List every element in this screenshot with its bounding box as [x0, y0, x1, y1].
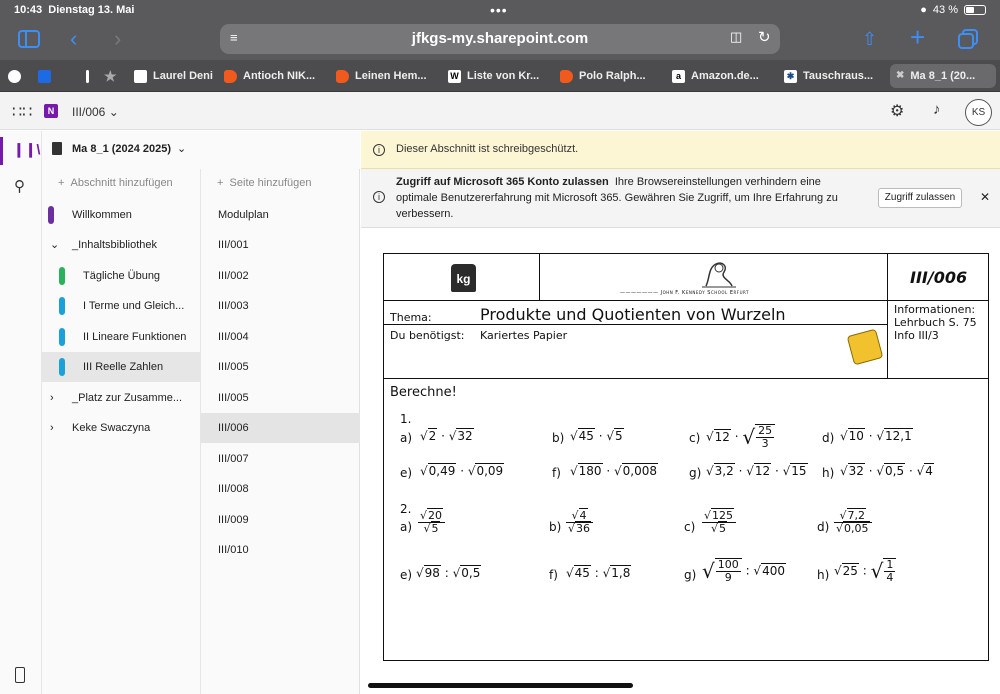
expr-g: √3,2 · √12 · √15 [706, 464, 807, 478]
play-icon [560, 70, 573, 83]
battery-percent: 43 % [932, 4, 958, 16]
need-text: Kariertes Papier [480, 329, 568, 342]
tab-pinned-2[interactable] [38, 64, 51, 88]
reload-icon[interactable]: ↻ [758, 29, 771, 46]
thema-title: Produkte und Quotienten von Wurzeln [480, 305, 786, 324]
trello-icon [38, 70, 51, 83]
notifications-icon[interactable]: ♪ [933, 101, 941, 118]
worksheet [383, 253, 989, 661]
kg-logo: kg [451, 264, 476, 292]
amazon-icon: a [672, 70, 685, 83]
section-group-inhaltsbibliothek[interactable]: ⌄ _Inhaltsbibliothek [42, 230, 201, 260]
worksheet-code: III/006 [910, 268, 968, 287]
site-icon [134, 70, 147, 83]
chevron-down-icon[interactable]: ⌄ [50, 239, 60, 251]
sidebar-toggle-icon[interactable] [18, 20, 40, 60]
address-bar[interactable] [220, 24, 780, 54]
info-icon: i [373, 144, 385, 156]
back-icon[interactable]: ‹ [70, 26, 78, 51]
page-menu-icon[interactable]: ≡ [230, 30, 238, 45]
expr-b2: $\frac{√4}{√36}$ [566, 510, 593, 535]
tab-bar [0, 60, 1000, 92]
asterisk-icon: ✱ [784, 70, 797, 83]
expr-a: √2 · √32 [420, 429, 473, 443]
expr-e2: √98 : √0,5 [416, 566, 481, 580]
page-item[interactable]: III/005 [218, 392, 249, 404]
school-name: ——————— John F. Kennedy School Erfurt [620, 290, 749, 296]
access-message: Zugriff auf Microsoft 365 Konto zulassen Ihre Browsereinstellungen verhindern eine optimale Benutzererfahrung mit Microsoft 365. Gewähren Sie Zugriff, um Ihre Erfahrung zu verbessern. [396, 176, 838, 220]
status-right [920, 4, 986, 16]
notebook-header[interactable] [42, 131, 360, 169]
sections-pane [42, 169, 201, 694]
bookmark-star-icon[interactable]: ★ [104, 68, 117, 84]
expr-d2: $\frac{√7,2}{√0,05}$ [834, 510, 872, 535]
page-item[interactable]: III/007 [218, 453, 249, 465]
app-bar [0, 92, 1000, 130]
add-page-button[interactable]: + Seite hinzufügen [217, 177, 312, 189]
section-group-keke[interactable]: › Keke Swaczyna [42, 413, 201, 443]
reader-icon[interactable]: ◫ [730, 29, 743, 44]
exercise-number: 2. [400, 502, 412, 516]
chevron-down-icon: ⌄ [177, 143, 187, 155]
item-label: a) [400, 431, 413, 445]
multitask-dots[interactable]: ••• [490, 2, 508, 18]
thema-label: Thema: [390, 311, 432, 324]
item-label: a) [400, 520, 413, 534]
page-item[interactable]: III/010 [218, 544, 249, 556]
settings-icon[interactable]: ⚙ [890, 103, 905, 120]
play-icon [224, 70, 237, 83]
url-text: jfkgs-my.sharepoint.com [411, 30, 589, 47]
tab-7[interactable]: ✱ Tauschraus... [784, 64, 884, 88]
status-time: 10:43 Dienstag 13. Mai [14, 4, 135, 16]
home-indicator[interactable] [368, 683, 633, 688]
readonly-banner [361, 131, 1000, 169]
item-label: d) [817, 520, 830, 534]
item-label: g) [689, 466, 702, 480]
expr-h2: √25 : √ $\frac{1}{4}$ [834, 558, 896, 584]
pinned-site-icon [8, 70, 21, 83]
need-label: Du benötigst: [390, 329, 465, 342]
tab-6[interactable]: a Amazon.de... [672, 64, 772, 88]
tab-5[interactable]: Polo Ralph... [560, 64, 660, 88]
expr-d: √10 · √12,1 [840, 429, 912, 443]
new-tab-icon[interactable]: + [910, 22, 926, 52]
tab-4[interactable]: W Liste von Kr... [448, 64, 548, 88]
task-heading: Berechne! [390, 385, 457, 400]
avatar[interactable]: KS [965, 99, 992, 126]
section-item-lineare-funktionen[interactable]: II Lineare Funktionen [42, 322, 201, 352]
item-label: h) [817, 568, 830, 582]
access-banner [361, 169, 1000, 228]
expr-f: √180 · √0,008 [570, 464, 658, 478]
play-icon [336, 70, 349, 83]
expr-f2: √45 : √1,8 [566, 566, 631, 580]
allow-access-button[interactable]: Zugriff zulassen [878, 188, 962, 208]
item-label: b) [552, 431, 565, 445]
item-label: g) [684, 568, 697, 582]
expr-b: √45 · √5 [570, 429, 623, 443]
tab-1[interactable]: Laurel Deni [134, 64, 218, 88]
page-item[interactable]: III/005 [218, 361, 249, 373]
item-label: c) [689, 431, 701, 445]
add-section-button[interactable]: + Abschnitt hinzufügen [58, 177, 173, 189]
tab-3[interactable]: Leinen Hem... [336, 64, 436, 88]
page-item[interactable]: III/004 [218, 331, 249, 343]
pinned-site-icon [86, 70, 89, 83]
expr-a2: $\frac{√20}{√5}$ [418, 510, 445, 535]
section-item-willkommen[interactable]: Willkommen [42, 200, 201, 230]
item-label: h) [822, 466, 835, 480]
item-label: c) [684, 520, 696, 534]
pages-pane [201, 169, 360, 694]
item-label: d) [822, 431, 835, 445]
status-bar [0, 0, 1000, 20]
section-item-terme[interactable]: I Terme und Gleich... [42, 291, 201, 321]
tab-pinned-3[interactable] [86, 64, 89, 88]
info-box: Informationen: Lehrbuch S. 75 Info III/3 [894, 303, 977, 342]
expr-c: √12 · √ $\frac{25}{3}$ [706, 424, 775, 450]
onenote-logo-icon: N [44, 104, 58, 118]
section-item-reelle-zahlen[interactable]: III Reelle Zahlen [42, 352, 201, 382]
expr-g2: √ $\frac{100}{9}$ : √400 [702, 558, 785, 584]
item-label: f) [552, 466, 561, 480]
tab-active[interactable]: ✖ Ma 8_1 (20... [890, 64, 996, 88]
close-icon[interactable]: ✕ [980, 190, 991, 204]
item-label: e) [400, 568, 413, 582]
tabs-overview-icon[interactable] [958, 20, 978, 61]
close-tab-icon[interactable]: ✖ [896, 70, 905, 81]
exercise-number: 1. [400, 412, 412, 426]
share-icon[interactable]: ⇧ [862, 29, 878, 49]
book-icon [847, 329, 884, 366]
search-icon[interactable]: ⚲ [14, 178, 25, 195]
breadcrumb[interactable]: III/006 ⌄ [72, 105, 119, 119]
section-item-taegliche-uebung[interactable]: Tägliche Übung [42, 261, 201, 291]
page-item[interactable]: III/003 [218, 300, 249, 312]
readonly-text: Dieser Abschnitt ist schreibgeschützt. [396, 143, 579, 155]
page-item[interactable]: Modulplan [218, 209, 269, 221]
chevron-right-icon[interactable]: › [50, 392, 54, 404]
school-crest-icon [700, 258, 738, 288]
battery-icon [964, 5, 986, 15]
expr-c2: $\frac{√125}{√5}$ [702, 510, 736, 535]
expr-h: √32 · √0,5 · √4 [840, 464, 933, 478]
item-label: e) [400, 466, 413, 480]
wifi-icon: ● [920, 4, 927, 16]
tab-2[interactable]: Antioch NIK... [224, 64, 324, 88]
notebook-icon [52, 142, 62, 155]
device-icon[interactable] [15, 667, 25, 683]
expr-e: √0,49 · √0,09 [420, 464, 504, 478]
rail-active-indicator [0, 137, 3, 165]
info-icon: i [373, 191, 385, 203]
tab-pinned-1[interactable] [8, 64, 21, 88]
page-item[interactable]: III/001 [218, 239, 249, 251]
left-rail [0, 131, 42, 694]
item-label: b) [549, 520, 562, 534]
forward-icon[interactable]: › [114, 26, 122, 51]
notebook-title: Ma 8_1 (2024 2025) [72, 143, 172, 155]
page-item[interactable]: III/002 [218, 270, 249, 282]
item-label: f) [549, 568, 558, 582]
wikipedia-icon: W [448, 70, 461, 83]
section-group-platz[interactable]: › _Platz zur Zusamme... [42, 383, 201, 413]
app-launcher-icon[interactable]: ∷∷ [12, 104, 33, 121]
page-item-selected[interactable]: III/006 [201, 413, 360, 443]
page-item[interactable]: III/008 [218, 483, 249, 495]
page-item[interactable]: III/009 [218, 514, 249, 526]
chevron-right-icon[interactable]: › [50, 422, 54, 434]
notebooks-icon[interactable]: ❙❙\ [13, 141, 41, 157]
